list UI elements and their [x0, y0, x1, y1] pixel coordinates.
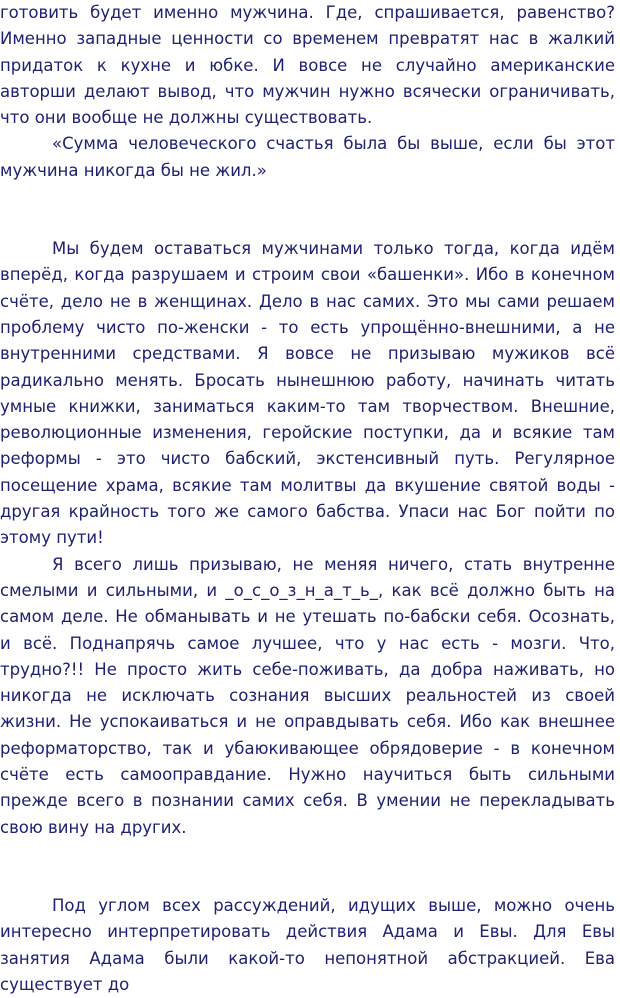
paragraph-spacer [0, 184, 615, 236]
paragraph-adam-and-eve: Под углом всех рассуждений, идущих выше, можно очень интересно интерпретировать действия Адама и Евы. Для Евы занятия Адама были какой-то непонятной абстракцией. Ева существует до [0, 895, 615, 994]
paragraph-spacer [0, 841, 615, 893]
paragraph-call-to-awareness: Я всего лишь призываю, не меняя ничего, стать внутренне смелыми и сильными, и _о_с_о_з_н_а_т_ь_, как всё должно быть на самом деле. Не обманывать и не утешать по-бабски себя. Осознать, и всё. Поднапрячь самое лучшее, что у нас есть - мозги. Что, трудно?!! Не просто жить себе-поживать, да добра наживать, но никогда не исключать сознания высших реальностей из своей жизни. Не успокаиваться и не оправдывать себя. Ибо как внешнее реформаторство, так и убаюкивающее обрядоверие - в конечном счёте есть самооправдание. Нужно научиться быть сильными прежде всего в познании самих себя. В умении не перекладывать свою вину на других. [0, 554, 615, 837]
paragraph-quote: «Сумма человеческого счастья была бы выше, если бы этот мужчина никогда бы не жил.» [0, 134, 615, 180]
paragraph-continuation: готовить будет именно мужчина. Где, спрашивается, равенство? Именно западные ценности со временем превратят нас в жалкий придаток к кухне и юбке. И вовсе не случайно американские авторши делают вывод, что мужчин нужно всячески ограничивать, что они вообще не должны существовать. [0, 3, 615, 128]
paragraph-men-forward: Мы будем оставаться мужчинами только тогда, когда идём вперёд, когда разрушаем и строим свои «башенки». Ибо в конечном счёте, дело не в женщинах. Дело в нас самих. Это мы сами решаем проблему чисто по-женски - то есть упрощённо-внешними, а не внутренними средствами. Я вовсе не призываю мужиков всё радикально менять. Бросать нынешнюю работу, начинать читать умные книжки, заниматься каким-то там творчеством. Внешние, революционные изменения, геройские поступки, да и всякие там реформы - это чисто бабский, экстенсивный путь. Регулярное посещение храма, всякие там молитвы да вкушение святой воды - другая крайность того же самого бабства. Упаси нас Бог пойти по этому пути! [0, 239, 615, 548]
